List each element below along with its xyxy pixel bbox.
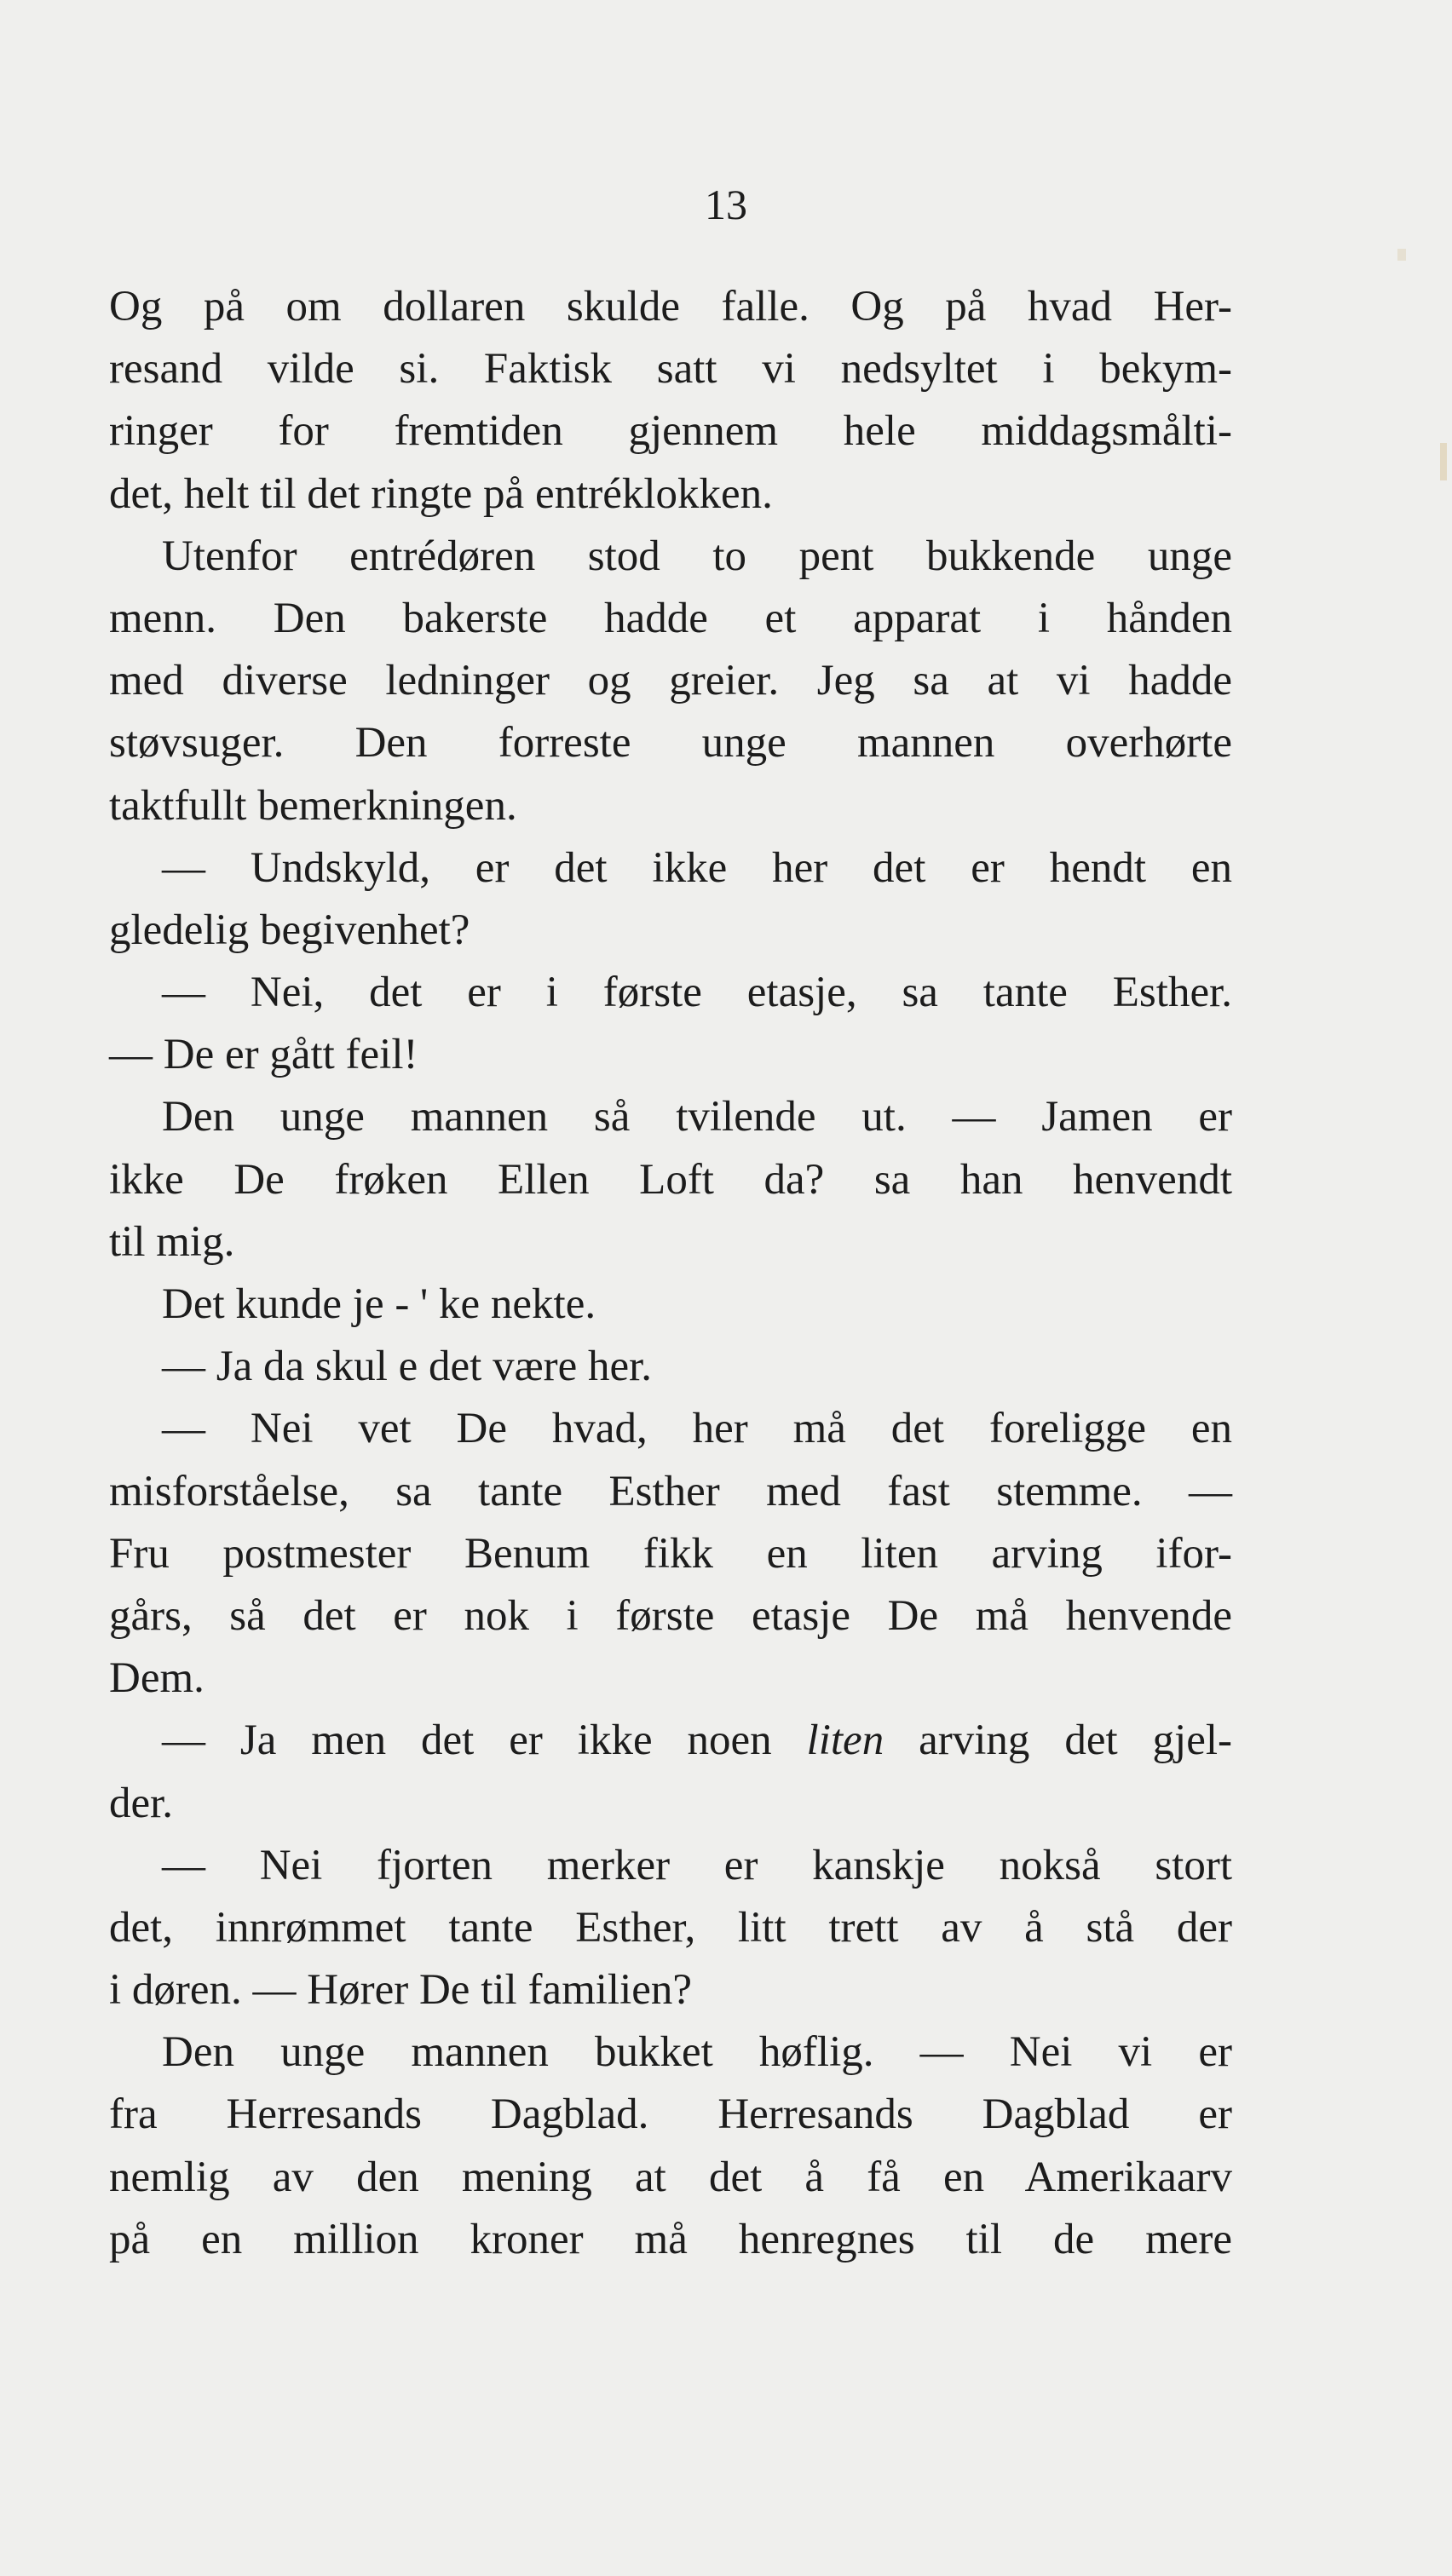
text-line: ringer for fremtiden gjennem hele middagsmålti- [109, 407, 1232, 456]
text-line: — De er gått feil! [109, 1031, 418, 1079]
text-line: Fru postmester Benum fikk en liten arving ifor- [109, 1529, 1232, 1578]
text-line: ikke De frøken Ellen Loft da? sa han henvendt [109, 1155, 1232, 1204]
text-line: Den unge mannen så tvilende ut. — Jamen er [162, 1093, 1232, 1141]
text-segment: — Ja men det er ikke noen [162, 1716, 807, 1765]
paper-speck [1397, 249, 1406, 261]
text-line: det, helt til det ringte på entréklokken. [109, 469, 773, 518]
text-line: Dem. [109, 1654, 205, 1703]
text-line: Den unge mannen bukket høflig. — Nei vi er [162, 2028, 1232, 2077]
body-text [109, 276, 1232, 2271]
text-line: — Nei, det er i første etasje, sa tante Esther. [162, 969, 1232, 1017]
text-line: til mig. [109, 1217, 235, 1266]
text-line: Og på om dollaren skulde falle. Og på hvad Her- [109, 283, 1232, 331]
text-line [109, 1710, 1232, 1772]
text-line: det, innrømmet tante Esther, litt trett av å stå der [109, 1903, 1232, 1952]
text-line: gledelig begivenhet? [109, 906, 470, 954]
text-line: taktfullt bemerkningen. [109, 781, 517, 830]
text-line: der. [109, 1779, 174, 1827]
text-line: på en million kroner må henregnes til de mere [109, 2215, 1232, 2263]
text-segment: arving det gjel- [884, 1716, 1232, 1765]
text-line: resand vilde si. Faktisk satt vi nedsyltet i bekym- [109, 345, 1232, 394]
text-line: i døren. — Hører De til familien? [109, 1966, 693, 2015]
text-line: fra Herresands Dagblad. Herresands Dagblad er [109, 2090, 1232, 2139]
text-line: nemlig av den mening at det å få en Amerikaarv [109, 2153, 1232, 2201]
paper-stain [1440, 443, 1447, 480]
text-line: Utenfor entrédøren stod to pent bukkende unge [162, 532, 1232, 580]
text-line: menn. Den bakerste hadde et apparat i hånden [109, 594, 1232, 642]
italic-word: liten [806, 1716, 884, 1765]
text-line: — Nei fjorten merker er kanskje nokså stort [162, 1841, 1232, 1889]
text-line: misforståelse, sa tante Esther med fast stemme. — [109, 1467, 1232, 1515]
text-line: med diverse ledninger og greier. Jeg sa at vi hadde [109, 657, 1232, 705]
text-line: — Undskyld, er det ikke her det er hendt en [162, 843, 1232, 892]
text-line: — Ja da skul e det være her. [162, 1343, 653, 1391]
text-line: Det kunde je - ' ke nekte. [162, 1280, 596, 1328]
text-line: — Nei vet De hvad, her må det foreligge en [162, 1405, 1232, 1453]
page-number: 13 [705, 181, 747, 228]
text-line: støvsuger. Den forreste unge mannen overhørte [109, 719, 1232, 768]
text-line: gårs, så det er nok i første etasje De må henvende [109, 1591, 1232, 1640]
